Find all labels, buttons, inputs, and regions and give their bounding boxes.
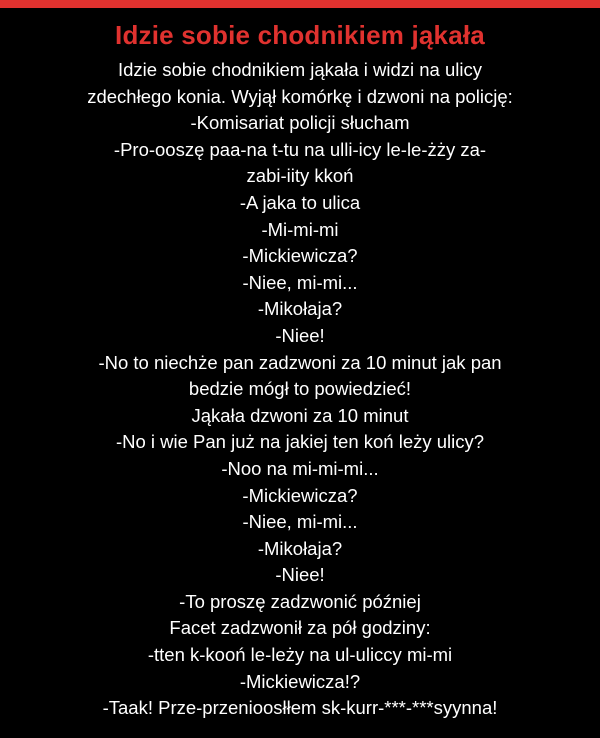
joke-line: -Komisariat policji słucham	[190, 112, 410, 134]
joke-line: -Mi-mi-mi	[261, 218, 339, 240]
joke-line: bedzie mógł to powiedzieć!	[188, 378, 412, 400]
joke-line: -Mikołaja?	[257, 537, 343, 559]
joke-line: -Niee, mi-mi...	[242, 511, 358, 533]
joke-line: -Mikołaja?	[257, 298, 343, 320]
joke-line: -Pro-ooszę paa-na t-tu na ulli-icy le-le-żży za-	[113, 138, 487, 160]
joke-line: Idzie sobie chodnikiem jąkała i widzi na ulicy	[117, 59, 482, 80]
joke-line: Jąkała dzwoni za 10 minut	[191, 404, 409, 426]
joke-text	[30, 57, 570, 722]
joke-line: -tten k-kooń le-leży na ul-uliccy mi-mi	[147, 644, 453, 666]
joke-line: -Niee!	[275, 564, 325, 586]
joke-line: -Niee, mi-mi...	[242, 271, 358, 293]
joke-line: -To proszę zadzwonić później	[179, 590, 421, 612]
joke-line: -No to niechże pan zadzwoni za 10 minut jak pan	[98, 351, 502, 373]
joke-line: -A jaka to ulica	[239, 191, 361, 213]
joke-line: -No i wie Pan już na jakiej ten koń leży ulicy?	[115, 431, 485, 453]
joke-line: zdechłego konia. Wyjął komórkę i dzwoni na policję:	[87, 85, 513, 107]
joke-line: -Noo na mi-mi-mi...	[221, 457, 379, 479]
joke-line: Facet zadzwonił za pół godziny:	[169, 617, 431, 639]
joke-line: -Mickiewicza?	[242, 245, 358, 267]
joke-line: -Mickiewicza?	[242, 484, 358, 506]
joke-line: -Niee!	[275, 324, 325, 346]
joke-line: -Mickiewicza!?	[239, 670, 361, 692]
page-title: Idzie sobie chodnikiem jąkała	[115, 20, 485, 50]
joke-line: -Taak! Prze-przenioosłłem sk-kurr-***-***syynna!	[102, 697, 498, 719]
joke-line: zabi-iity kkoń	[246, 165, 354, 187]
top-accent-bar	[0, 0, 600, 8]
